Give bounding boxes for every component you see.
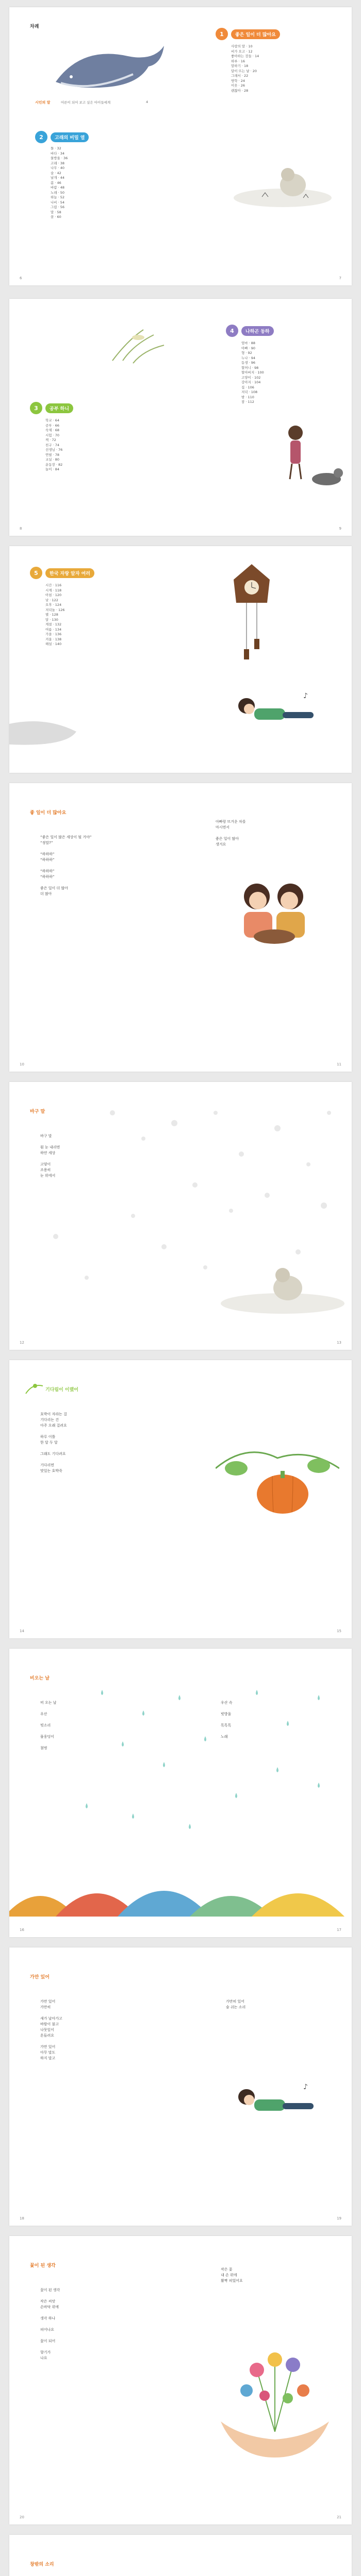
toc-item[interactable]: 달이 뜨는 날 · 20 <box>231 69 257 73</box>
toc-item[interactable]: 별 · 128 <box>45 613 58 617</box>
poem-line: 가만히 <box>40 2005 51 2009</box>
page-number: 7 <box>339 276 341 280</box>
toc-section-4-list <box>241 341 264 405</box>
pillow-illustration <box>9 716 81 752</box>
page-number: 21 <box>337 2515 341 2519</box>
section-3-title: 공부 하니 <box>45 403 73 413</box>
poem-line: 좋은 일이 더 많아 <box>40 886 69 890</box>
poem-title: 창밖의 소리 <box>30 2562 54 2567</box>
toc-label: 차례 <box>30 24 39 29</box>
poem-line: 좋은 일이 많아 <box>216 837 239 841</box>
toc-item[interactable]: 운동장 · 82 <box>45 462 63 467</box>
poem-line: 톡톡톡 <box>221 1723 232 1727</box>
toc-item[interactable]: 교실 · 80 <box>45 457 60 462</box>
toc-item[interactable]: 물방울 · 36 <box>51 156 68 160</box>
toc-item[interactable]: 누나 · 94 <box>241 355 256 360</box>
poem-line: “하하하” <box>40 869 55 873</box>
toc-item[interactable]: 저녁놀 · 126 <box>45 607 65 612</box>
poem-line: 가만 있어 <box>40 1999 56 2004</box>
poem-line: 첨벙 <box>40 1746 47 1750</box>
poem-line: 고양이 <box>40 1162 51 1166</box>
toc-section-1-list <box>231 44 259 93</box>
children-playing-illustration <box>221 871 324 953</box>
svg-text:♪: ♪ <box>303 2083 308 2091</box>
toc-item[interactable]: 좋아하는 것들 · 14 <box>231 54 259 58</box>
toc-item[interactable]: 낮 · 122 <box>45 598 58 602</box>
boy-lying-illustration <box>226 685 329 732</box>
poem-line: 나요 <box>40 2356 47 2360</box>
poem-spread-4 <box>9 1649 352 1937</box>
toc-item[interactable]: 말 · 58 <box>51 210 61 214</box>
toc-item[interactable]: 바다 · 34 <box>51 151 65 156</box>
poem-body-right <box>221 2267 243 2284</box>
poem-title: 가만 있어 <box>30 1975 50 1980</box>
toc-item[interactable]: 고래 · 38 <box>51 161 65 165</box>
poem-body-right <box>216 819 246 848</box>
poem-body-left <box>40 1999 62 2061</box>
toc-item[interactable]: 학교 · 64 <box>45 418 60 422</box>
toc-section-4-header <box>226 325 274 337</box>
toc-intro-text: 어른이 되어 보고 싶은 아이들에게 <box>61 100 111 105</box>
toc-item[interactable]: 그래서 · 22 <box>231 74 249 78</box>
poem-title: 바구 말 <box>30 1109 45 1114</box>
toc-item[interactable]: 겨울 · 138 <box>45 637 62 641</box>
toc-spread-2 <box>9 299 352 536</box>
poem-line: 아빠랑 뜨거운 차를 <box>216 820 246 824</box>
toc-spread-3 <box>9 546 352 773</box>
section-4-badge: 4 <box>226 325 238 337</box>
poem-line: 활짝 피었어요 <box>221 2279 243 2283</box>
poem-line: 하지 말고 <box>40 2056 56 2060</box>
section-2-badge: 2 <box>35 131 47 143</box>
poem-title: 꽃이 된 생각 <box>30 2263 56 2268</box>
poem-line: 물웅덩이 <box>40 1735 55 1739</box>
poem-line: “좋은 일이 많은 세상이 될 거야” <box>40 835 92 839</box>
toc-section-3-list <box>45 418 62 472</box>
page-number: 20 <box>20 2515 24 2519</box>
flowers-hands-illustration <box>216 2329 334 2463</box>
poem-line: 우산 속 <box>221 1701 233 1705</box>
poem-line: 가만히 있어 <box>226 1999 245 2004</box>
page-number: 16 <box>20 1928 24 1932</box>
toc-item[interactable]: 돌 · 32 <box>51 146 61 150</box>
poem-line: 생각 하나 <box>40 2316 56 2320</box>
poem-line: 나뭇잎이 <box>40 2028 55 2032</box>
poem-line: 기다리면 <box>40 1463 55 1467</box>
poem-line: 비 오는 날 <box>40 1701 57 1705</box>
toc-item[interactable]: 시험 · 70 <box>45 433 60 437</box>
toc-section-2-list <box>51 146 68 220</box>
poem-line: 내 손 위에 <box>221 2273 237 2277</box>
page-number: 19 <box>337 2216 341 2221</box>
toc-item[interactable]: 숲 · 42 <box>51 171 61 175</box>
poem-spread-6 <box>9 2236 352 2524</box>
poem-spread-3 <box>9 1360 352 1638</box>
toc-item[interactable]: 해설 · 140 <box>45 642 62 646</box>
poem-line: 향기가 <box>40 2350 51 2354</box>
poem-line: 가만 있어 <box>40 2045 56 2049</box>
poem-line: “하하하” <box>40 858 55 862</box>
poem-line: 마시면서 <box>216 825 230 829</box>
toc-item[interactable]: 말하기 · 18 <box>231 64 249 68</box>
toc-item[interactable]: 가을 · 136 <box>45 632 62 636</box>
poem-line: 숨 쉬는 소리 <box>226 2005 246 2009</box>
poem-line: 호박이 자라는 걸 <box>40 1412 67 1416</box>
poem-line: 더 많아 <box>40 892 52 896</box>
poem-body-left <box>40 1412 67 1474</box>
page-number: 11 <box>337 1062 341 1066</box>
toc-item[interactable]: 아침 · 120 <box>45 593 62 597</box>
toc-item[interactable]: 숙제 · 68 <box>45 428 60 432</box>
poem-line: 작은 꽃 <box>221 2267 233 2272</box>
poem-line: 흔들려요 <box>40 2033 55 2038</box>
toc-item[interactable]: 강아지 · 104 <box>241 380 261 384</box>
toc-item[interactable]: 나무 · 40 <box>51 166 65 170</box>
toc-spread-1 <box>9 7 352 285</box>
poem-line: “하하하” <box>40 852 55 856</box>
svg-text:♪: ♪ <box>303 692 308 700</box>
poem-title: 기다림이 이랬어 <box>45 1387 78 1393</box>
poem-line: “정말?” <box>40 841 53 845</box>
page-number: 13 <box>337 1341 341 1345</box>
page-number: 18 <box>20 2216 24 2221</box>
toc-section-5-list <box>45 583 64 647</box>
poem-spread-2 <box>9 1082 352 1350</box>
poem-line: 바구 말 <box>40 1134 52 1138</box>
section-1-title: 좋은 일이 더 많아요 <box>231 29 280 39</box>
poem-spread-5 <box>9 1947 352 2226</box>
poem-body-left <box>40 835 92 897</box>
poem-line: 기다리는 건 <box>40 1418 59 1422</box>
page-number: 8 <box>20 527 22 531</box>
toc-item[interactable]: 할아버지 · 100 <box>241 370 264 375</box>
poem-body-right <box>226 1999 245 2010</box>
toc-intro-page: 4 <box>146 100 149 104</box>
snow-pattern <box>9 1082 352 1350</box>
poem-spread-1 <box>9 783 352 1072</box>
toc-item[interactable]: 그림 · 56 <box>51 205 65 209</box>
whale-illustration <box>51 36 169 103</box>
poem-line: 한 달 두 달 <box>40 1440 58 1445</box>
toc-item[interactable]: 하늘 · 52 <box>51 195 65 199</box>
poem-line: 바람이 불고 <box>40 2022 59 2026</box>
poem-line: 하루 이틀 <box>40 1435 56 1439</box>
toc-item[interactable]: 형 · 92 <box>241 351 252 355</box>
toc-item[interactable]: 나비 · 54 <box>51 200 65 205</box>
toc-intro-label: 시인의 말 <box>35 100 51 105</box>
toc-item[interactable]: 저녁 · 108 <box>241 390 258 394</box>
toc-item[interactable]: 시계 · 118 <box>45 588 62 592</box>
toc-section-1-header <box>216 28 280 40</box>
poem-line: 우산 <box>40 1712 47 1716</box>
page-number: 9 <box>339 527 341 531</box>
toc-item[interactable]: 선생님 · 76 <box>45 448 63 452</box>
poem-line: 맛있는 호박죽 <box>40 1469 62 1473</box>
toc-item[interactable]: 시간 · 116 <box>45 583 62 587</box>
poem-line: 노래 <box>221 1735 228 1739</box>
section-5-title: 한국 자랑 알자 여러 <box>45 568 94 578</box>
toc-item[interactable]: 여름 · 134 <box>45 627 62 632</box>
toc-item[interactable]: 비가 오고 · 12 <box>231 49 253 54</box>
toc-item[interactable]: 잠 · 112 <box>241 400 254 404</box>
boy-lying-illustration <box>226 2076 329 2123</box>
toc-section-5-header <box>30 567 94 579</box>
toc-item[interactable]: 사랑의 말 · 10 <box>231 44 253 48</box>
page-number: 17 <box>337 1928 341 1932</box>
poem-line: 아주 오래 걸려요 <box>40 1423 67 1428</box>
poem-line: 꽃이 되어 <box>40 2339 56 2343</box>
poem-line: “하하하” <box>40 875 55 879</box>
toc-item[interactable]: 이웃 · 26 <box>231 83 245 88</box>
poem-line: 빗소리 <box>40 1723 51 1727</box>
poem-line: 하얀 세상 <box>40 1151 56 1155</box>
page-number: 15 <box>337 1629 341 1633</box>
poem-title: 비오는 날 <box>30 1676 50 1681</box>
toc-item[interactable]: 고양이 · 102 <box>241 375 261 380</box>
girl-dog-illustration <box>277 417 344 500</box>
toc-section-3-header <box>30 402 73 414</box>
toc-item[interactable]: 집 · 106 <box>241 385 254 389</box>
toc-item[interactable]: 오후 · 124 <box>45 603 62 607</box>
toc-item[interactable]: 봄 · 46 <box>51 180 61 185</box>
poem-line: 꽃이 된 생각 <box>40 2288 60 2292</box>
section-4-title: 나하곤 동하 <box>241 326 274 336</box>
poem-body-left <box>40 2287 60 2361</box>
cuckoo-clock-illustration <box>231 562 272 665</box>
page-number: 10 <box>20 1062 24 1066</box>
page-number: 6 <box>20 276 22 280</box>
poem-line: 아무 말도 <box>40 2050 56 2055</box>
toc-item[interactable]: 계절 · 132 <box>45 622 62 626</box>
toc-item[interactable]: 공부 · 66 <box>45 423 60 428</box>
cat-illustration <box>231 162 334 208</box>
poem-line: 작은 씨앗 <box>40 2299 56 2303</box>
poem-line: 새가 날아가고 <box>40 2016 62 2021</box>
rain-umbrellas-illustration <box>9 1649 352 1937</box>
page-number: 12 <box>20 1341 24 1345</box>
section-2-title: 고래의 비밀 열 <box>51 132 89 142</box>
toc-item[interactable]: 밤 · 110 <box>241 395 254 399</box>
toc-item[interactable]: 방학 · 24 <box>231 78 245 83</box>
page-number: 14 <box>20 1629 24 1633</box>
toc-item[interactable]: 달 · 130 <box>45 617 58 622</box>
toc-item[interactable]: 날개 · 44 <box>51 176 65 180</box>
poem-line: 손바닥 위에 <box>40 2305 59 2309</box>
poem-line: 흰 눈 내리면 <box>40 1145 60 1149</box>
section-1-badge: 1 <box>216 28 228 40</box>
toc-item[interactable]: 꿈 · 60 <box>51 215 61 219</box>
poem-line: 조용히 <box>40 1168 51 1172</box>
toc-item[interactable]: 책 · 72 <box>45 438 56 442</box>
toc-item[interactable]: 할머니 · 98 <box>241 365 259 370</box>
toc-item[interactable]: 괜찮아 · 28 <box>231 88 249 93</box>
toc-item[interactable]: 친구 · 74 <box>45 443 60 447</box>
poem-line: 피어나요 <box>40 2328 55 2332</box>
toc-section-2-header <box>35 131 89 143</box>
toc-item[interactable]: 놀이 · 84 <box>45 467 60 471</box>
vine-icon <box>25 1381 45 1396</box>
section-3-badge: 3 <box>30 402 42 414</box>
toc-item[interactable]: 하루 · 16 <box>231 59 245 63</box>
poem-spread-7 <box>9 2535 352 2576</box>
toc-item[interactable]: 아빠 · 90 <box>241 346 256 350</box>
grass-illustration <box>107 319 169 366</box>
poem-line: 그래도 기다려요 <box>40 1452 66 1456</box>
poem-line: 생겨요 <box>216 842 226 846</box>
toc-item[interactable]: 노래 · 50 <box>51 190 65 195</box>
toc-item[interactable]: 바람 · 48 <box>51 185 65 190</box>
poem-line: 눈 위에서 <box>40 1174 56 1178</box>
toc-item[interactable]: 엄마 · 88 <box>241 341 256 345</box>
toc-item[interactable]: 연필 · 78 <box>45 452 60 457</box>
section-5-badge: 5 <box>30 567 42 579</box>
toc-item[interactable]: 동생 · 96 <box>241 361 256 365</box>
pumpkin-illustration <box>216 1437 339 1520</box>
poem-title: 좋 일이 더 많아요 <box>30 810 67 816</box>
poem-line: 빗방울 <box>221 1712 232 1716</box>
